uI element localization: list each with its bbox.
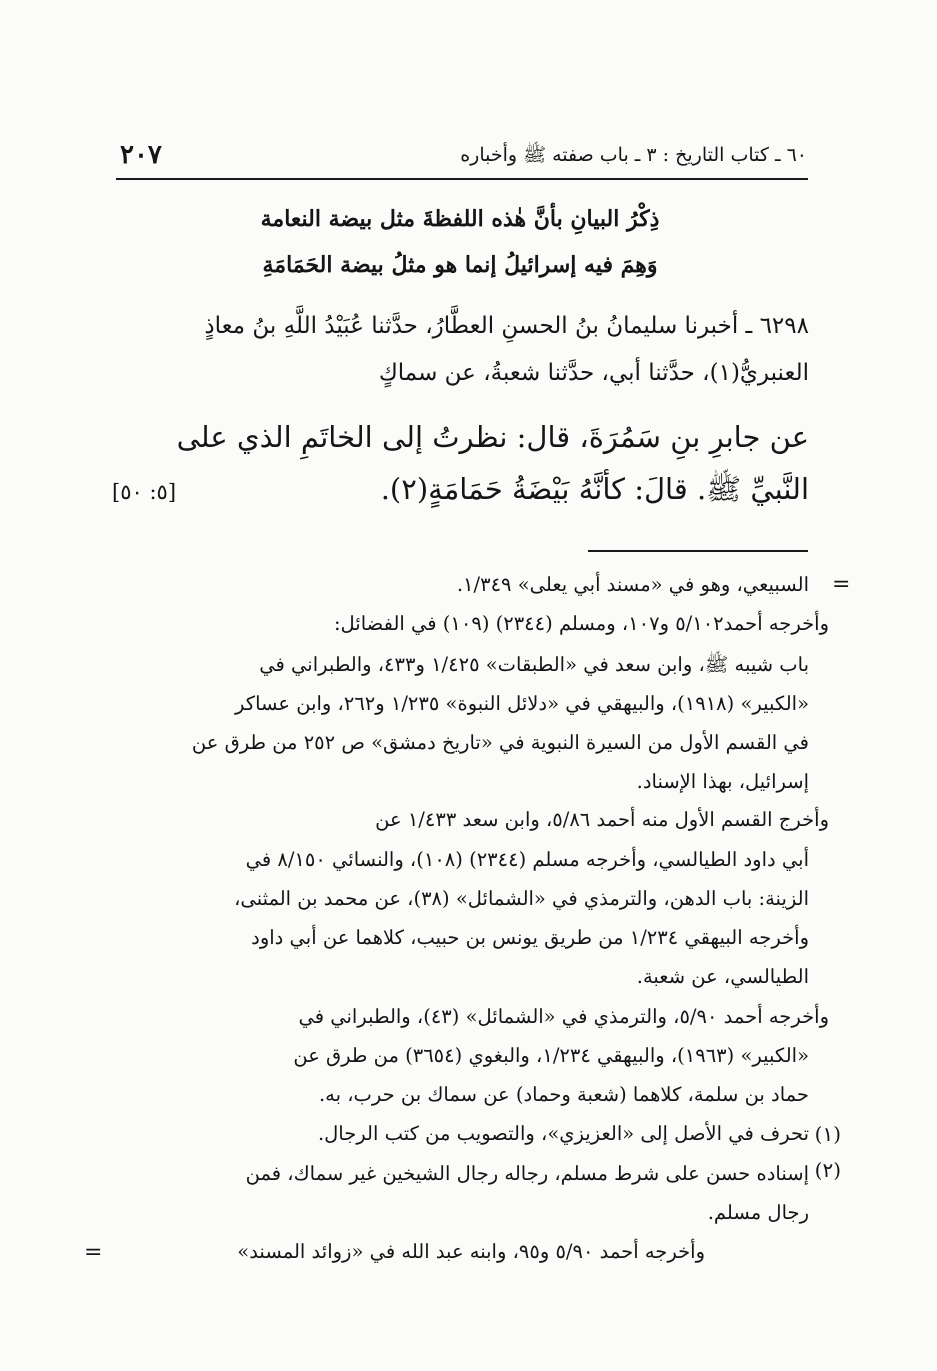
footnote-line: وأخرجه أحمد ٥/٩٠، والترمذي في «الشمائل» (٤٣)، والطبراني في <box>298 1005 829 1028</box>
footnote-line: في القسم الأول من السيرة النبوية في «تاريخ دمشق» ص ٢٥٢ من طرق عن <box>191 731 809 754</box>
matn-line-1: عن جابرِ بنِ سَمُرَةَ، قال: نظرتُ إلى الخاتَمِ الذي على <box>176 420 809 454</box>
footnote-line: «الكبير» (١٩٦٣)، والبيهقي ١/٢٣٤، والبغوي (٣٦٥٤) من طرق عن <box>293 1044 809 1067</box>
isnad-line-1: ٦٢٩٨ ـ أخبرنا سليمانُ بنُ الحسنِ العطَّارُ، حدَّثنا عُبَيْدُ اللَّهِ بنُ معاذٍ <box>204 313 809 339</box>
footnote-line: أبي داود الطيالسي، وأخرجه مسلم (٢٣٤٤) (١٠٨)، والنسائي ٨/١٥٠ في <box>245 848 809 871</box>
footnote-line: الطيالسي، عن شعبة. <box>636 965 809 988</box>
footnote-number-2: (٢) <box>814 1158 841 1182</box>
footnote-line: «الكبير» (١٩١٨)، والبيهقي في «دلائل النبوة» ١/٢٣٥ و٢٦٢، وابن عساكر <box>235 692 809 715</box>
section-heading-line-1: ذِكْرُ البيانِ بأنَّ هٰذه اللفظةَ مثل بيضة النعامة <box>260 206 660 232</box>
running-header: ٦٠ ـ كتاب التاريخ : ٣ ـ باب صفته ﷺ وأخباره <box>460 144 807 166</box>
footnote-1-text: تحرف في الأصل إلى «العزيزي»، والتصويب من كتب الرجال. <box>317 1122 809 1145</box>
footnote-2-line-3: وأخرجه أحمد ٥/٩٠ و٩٥، وابنه عبد الله في «زوائد المسند» <box>237 1240 705 1263</box>
end-continuation-mark: = <box>84 1240 103 1265</box>
source-reference: [٥: ٥٠] <box>112 480 177 504</box>
footnote-2-line-2: رجال مسلم. <box>707 1201 809 1224</box>
section-heading-line-2: وَهِمَ فيه إسرائيلُ إنما هو مثلُ بيضة الحَمَامَةِ <box>262 252 658 278</box>
footnote-2-line-1: إسناده حسن على شرط مسلم، رجاله رجال الشيخين غير سماك، فمن <box>245 1162 809 1185</box>
header-rule <box>116 178 808 180</box>
isnad-line-2: العنبريُّ(١)، حدَّثنا أبي، حدَّثنا شعبةُ، عن سماكٍ <box>378 360 809 386</box>
matn-line-2: النَّبيِّ ﷺ. قالَ: كأنَّهُ بَيْضَةُ حَمَامَةٍ(٢). <box>380 472 809 506</box>
footnote-line: وأخرجه البيهقي ١/٢٣٤ من طريق يونس بن حبيب، كلاهما عن أبي داود <box>251 926 809 949</box>
footnote-separator <box>588 550 808 552</box>
footnote-line: إسرائيل، بهذا الإسناد. <box>636 770 809 793</box>
continuation-mark: = <box>832 572 851 597</box>
footnote-line: حماد بن سلمة، كلاهما (شعبة وحماد) عن سماك بن حرب، به. <box>318 1083 809 1106</box>
footnote-number-1: (١) <box>814 1122 841 1146</box>
footnote-line: وأخرجه أحمد٥/١٠٢ و١٠٧، ومسلم (٢٣٤٤) (١٠٩) في الفضائل: <box>333 612 829 635</box>
footnote-line: السبيعي، وهو في «مسند أبي يعلى» ١/٣٤٩. <box>456 573 809 596</box>
footnote-line: وأخرج القسم الأول منه أحمد ٥/٨٦، وابن سعد ١/٤٣٣ عن <box>375 808 829 831</box>
page-number: ٢٠٧ <box>120 140 162 170</box>
footnote-line: الزينة: باب الدهن، والترمذي في «الشمائل» (٣٨)، عن محمد بن المثنى، <box>234 887 809 910</box>
footnote-line: باب شيبه ﷺ، وابن سعد في «الطبقات» ١/٤٢٥ و٤٣٣، والطبراني في <box>259 653 809 676</box>
